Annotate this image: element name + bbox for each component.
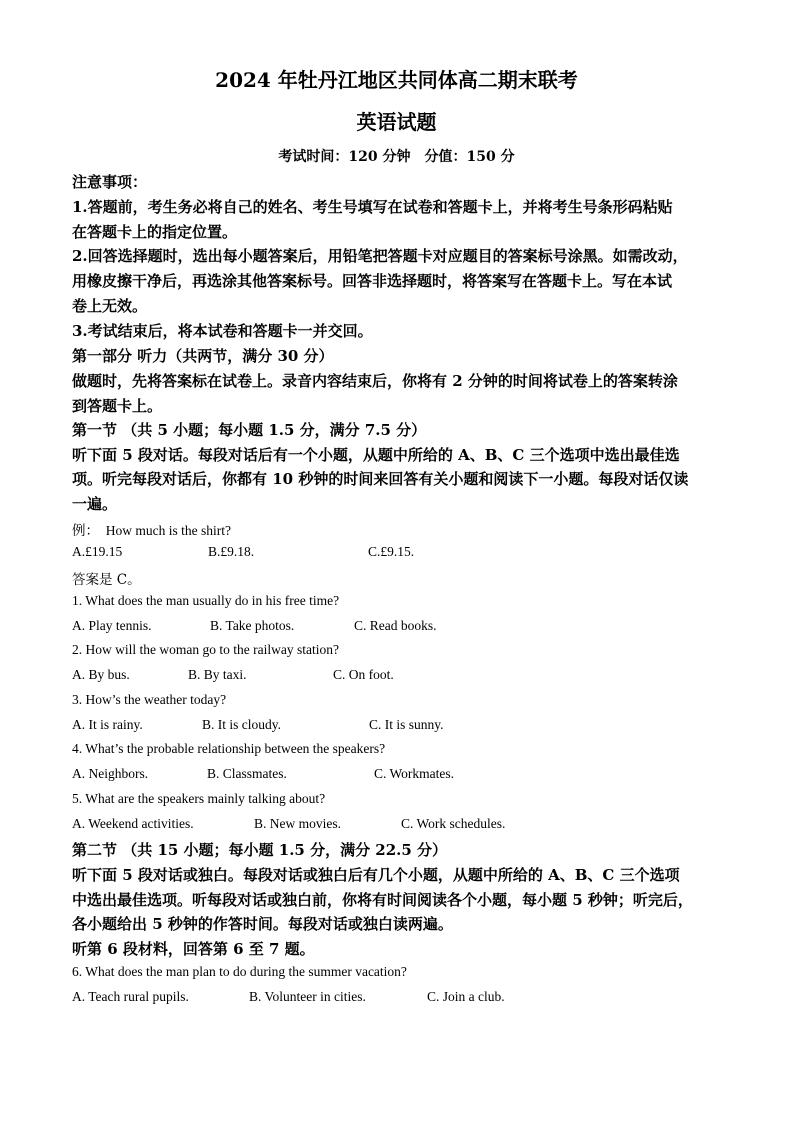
notice-line: 用橡皮擦干净后，再选涂其他答案标号。回答非选择题时，将答案写在答题卡上。写在本试 <box>72 272 673 290</box>
section1-intro: 听下面 5 段对话。每段对话后有一个小题，从题中所给的 A、B、C 三个选项中选出最佳选 <box>72 446 680 464</box>
option-6a: A. Teach rural pupils. <box>72 989 189 1004</box>
example-option-c: C.£9.15. <box>368 544 415 559</box>
section2-intro: 中选出最佳选项。听每段对话或独白前，你将有时间阅读各个小题，每小题 5 秒钟；听完后， <box>72 891 693 909</box>
question-1: 1. What does the man usually do in his free time? <box>72 593 340 608</box>
option-6b: B. Volunteer in cities. <box>249 989 366 1004</box>
part1-intro: 做题时，先将答案标在试卷上。录音内容结束后，你将有 2 分钟的时间将试卷上的答案转涂 <box>72 372 678 390</box>
option-4b: B. Classmates. <box>207 766 287 781</box>
notice-heading: 注意事项： <box>72 173 148 191</box>
option-1a: A. Play tennis. <box>72 618 152 633</box>
question-2: 2. How will the woman go to the railway station? <box>72 642 339 657</box>
example-option-b: B.£9.18. <box>208 544 255 559</box>
exam-title: 2024 年牡丹江地区共同体高二期末联考 <box>215 68 578 92</box>
notice-line: 2.回答选择题时，选出每小题答案后，用铅笔把答题卡对应题目的答案标号涂黑。如需改动， <box>72 247 688 265</box>
notice-line: 3.考试结束后，将本试卷和答题卡一并交回。 <box>72 322 373 340</box>
notice-line: 1.答题前，考生务必将自己的姓名、考生号填写在试卷和答题卡上，并将考生号条形码粘贴 <box>72 198 673 216</box>
exam-subtitle: 英语试题 <box>356 110 437 134</box>
option-2b: B. By taxi. <box>188 667 247 682</box>
part1-heading: 第一部分 听力（共两节，满分 30 分） <box>72 347 334 365</box>
option-3b: B. It is cloudy. <box>202 717 281 732</box>
option-2c: C. On foot. <box>333 667 394 682</box>
option-5b: B. New movies. <box>254 816 341 831</box>
section1-intro: 项。听完每段对话后，你都有 10 秒钟的时间来回答有关小题和阅读下一小题。每段对话仅读 <box>72 470 689 488</box>
notice-line: 卷上无效。 <box>72 297 148 315</box>
section2-intro: 各小题给出 5 秒钟的作答时间。每段对话或独白读两遍。 <box>72 915 453 933</box>
section2-heading: 第二节 （共 15 小题；每小题 1.5 分，满分 22.5 分） <box>72 841 448 859</box>
option-3c: C. It is sunny. <box>369 717 444 732</box>
question-4: 4. What’s the probable relationship between the speakers? <box>72 741 386 756</box>
option-2a: A. By bus. <box>72 667 130 682</box>
exam-meta: 考试时间：120 分钟 分值：150 分 <box>278 149 515 165</box>
option-1b: B. Take photos. <box>210 618 295 633</box>
section1-heading: 第一节 （共 5 小题；每小题 1.5 分，满分 7.5 分） <box>72 421 427 439</box>
option-4a: A. Neighbors. <box>72 766 149 781</box>
option-5a: A. Weekend activities. <box>72 816 194 831</box>
option-6c: C. Join a club. <box>427 989 505 1004</box>
question-5: 5. What are the speakers mainly talking about? <box>72 791 326 806</box>
option-4c: C. Workmates. <box>374 766 455 781</box>
question-3: 3. How’s the weather today? <box>72 692 227 707</box>
section2-intro: 听下面 5 段对话或独白。每段对话或独白后有几个小题，从题中所给的 A、B、C 三个选项 <box>72 866 680 884</box>
example-option-a: A.£19.15 <box>72 544 123 559</box>
material-heading: 听第 6 段材料，回答第 6 至 7 题。 <box>72 940 315 958</box>
example-answer: 答案是 C。 <box>72 572 141 588</box>
option-5c: C. Work schedules. <box>401 816 506 831</box>
example-question: 例： How much is the shirt? <box>72 523 231 538</box>
part1-intro: 到答题卡上。 <box>72 397 163 415</box>
option-3a: A. It is rainy. <box>72 717 143 732</box>
section1-intro: 一遍。 <box>72 495 118 513</box>
question-6: 6. What does the man plan to do during the summer vacation? <box>72 964 407 979</box>
notice-line: 在答题卡上的指定位置。 <box>72 223 238 241</box>
option-1c: C. Read books. <box>354 618 437 633</box>
